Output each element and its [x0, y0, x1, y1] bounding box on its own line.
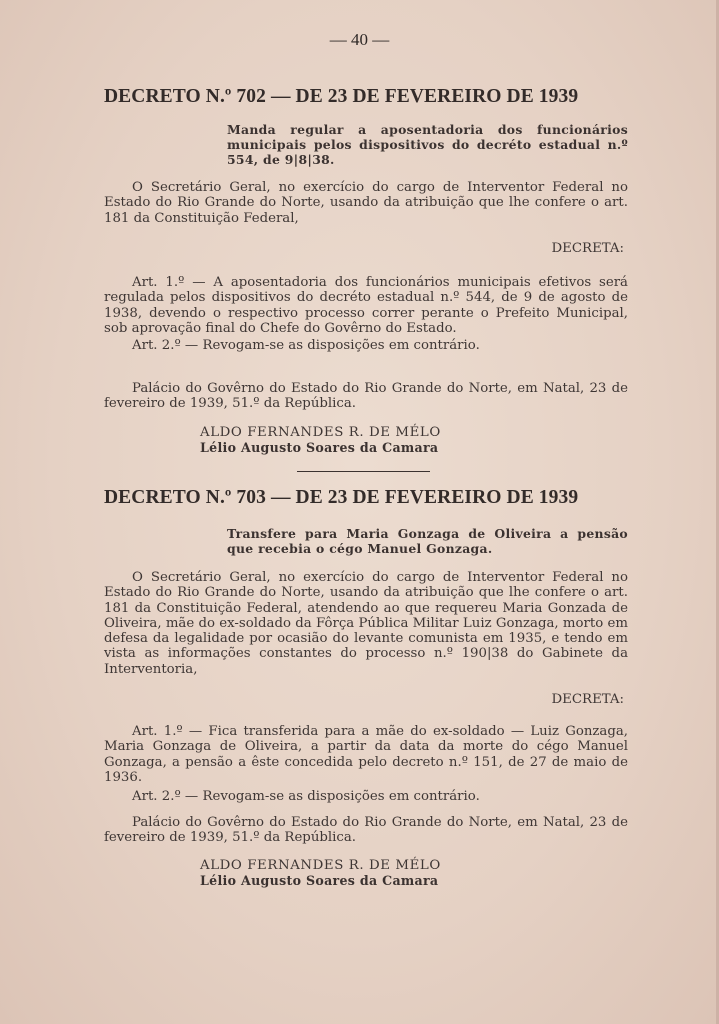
decree-702-decreta-block [104, 241, 628, 256]
decree-703-signatures [104, 858, 628, 888]
decree-closing: Palácio do Govêrno do Estado do Rio Grande do Norte, em Natal, 23 de fevereiro de 1939, 51.º da República. [104, 815, 628, 846]
decreta-heading: DECRETA: [551, 692, 624, 707]
decree-703-ementa-block [104, 526, 628, 556]
section-divider [297, 471, 430, 472]
decree-702 [104, 86, 628, 108]
decree-title: DECRETO N.º 703 — DE 23 DE FEVEREIRO DE 1939 [104, 487, 579, 508]
signature-secretary: Lélio Augusto Soares da Camara [200, 440, 439, 455]
decree-702-closing-block [104, 381, 628, 412]
decree-702-articles [104, 275, 628, 353]
article-1: Art. 1.º — A aposentadoria dos funcionários municipais efetivos será regulada pelos dispositivos do decréto estadual n.º 544, de 9 de agosto de 1938, devendo o respectivo processo correr perante o Prefeito Municipal, sob aprovação final do Chefe do Govêrno do Estado. [104, 275, 628, 336]
signature-interventor: ALDO FERNANDES R. DE MÉLO [200, 858, 441, 873]
signature-interventor: ALDO FERNANDES R. DE MÉLO [200, 425, 441, 440]
article-2: Art. 2.º — Revogam-se as disposições em contrário. [132, 789, 480, 805]
decree-703-preamble-block [104, 570, 628, 677]
signature-secretary: Lélio Augusto Soares da Camara [200, 873, 439, 888]
decree-703-articles [104, 724, 628, 804]
decree-preamble: O Secretário Geral, no exercício do cargo de Interventor Federal no Estado do Rio Grande do Norte, usando da atribuição que lhe confere o art. 181 da Constituição Federal, atendendo ao que requereu Maria Gonzada de Oliveira, mãe do ex-soldado da Fôrça Pública Militar Luiz Gonzaga, morto em defesa da legalidade por ocasião do levante comunista em 1935, e tendo em vista as informações constantes do processo n.º 190|38 do Gabinete da Interventoria, [104, 570, 628, 677]
decree-preamble: O Secretário Geral, no exercício do cargo de Interventor Federal no Estado do Rio Grande do Norte, usando da atribuição que lhe confere o art. 181 da Constituição Federal, [104, 180, 628, 226]
decree-703 [104, 487, 628, 509]
page-number: — 40 — [329, 30, 390, 49]
article-2: Art. 2.º — Revogam-se as disposições em contrário. [132, 338, 480, 354]
decree-closing: Palácio do Govêrno do Estado do Rio Grande do Norte, em Natal, 23 de fevereiro de 1939, 51.º da República. [104, 381, 628, 412]
decree-title: DECRETO N.º 702 — DE 23 DE FEVEREIRO DE 1939 [104, 86, 579, 107]
decree-702-ementa-block [104, 122, 628, 167]
decree-ementa: Manda regular a aposentadoria dos funcionários municipais pelos dispositivos do decréto estadual n.º 554, de 9|8|38. [227, 122, 628, 167]
decree-ementa: Transfere para Maria Gonzaga de Oliveira a pensão que recebia o cégo Manuel Gonzaga. [227, 526, 628, 556]
decree-702-preamble-block [104, 180, 628, 226]
decree-703-decreta-block [104, 692, 628, 707]
decree-703-closing-block [104, 815, 628, 846]
decree-702-signatures [104, 425, 628, 455]
article-1: Art. 1.º — Fica transferida para a mãe do ex-soldado — Luiz Gonzaga, Maria Gonzaga de Oliveira, a partir da data da morte do cégo Manuel Gonzaga, a pensão a êste concedida pelo decreto n.º 151, de 27 de maio de 1936. [104, 724, 628, 785]
decreta-heading: DECRETA: [551, 241, 624, 256]
